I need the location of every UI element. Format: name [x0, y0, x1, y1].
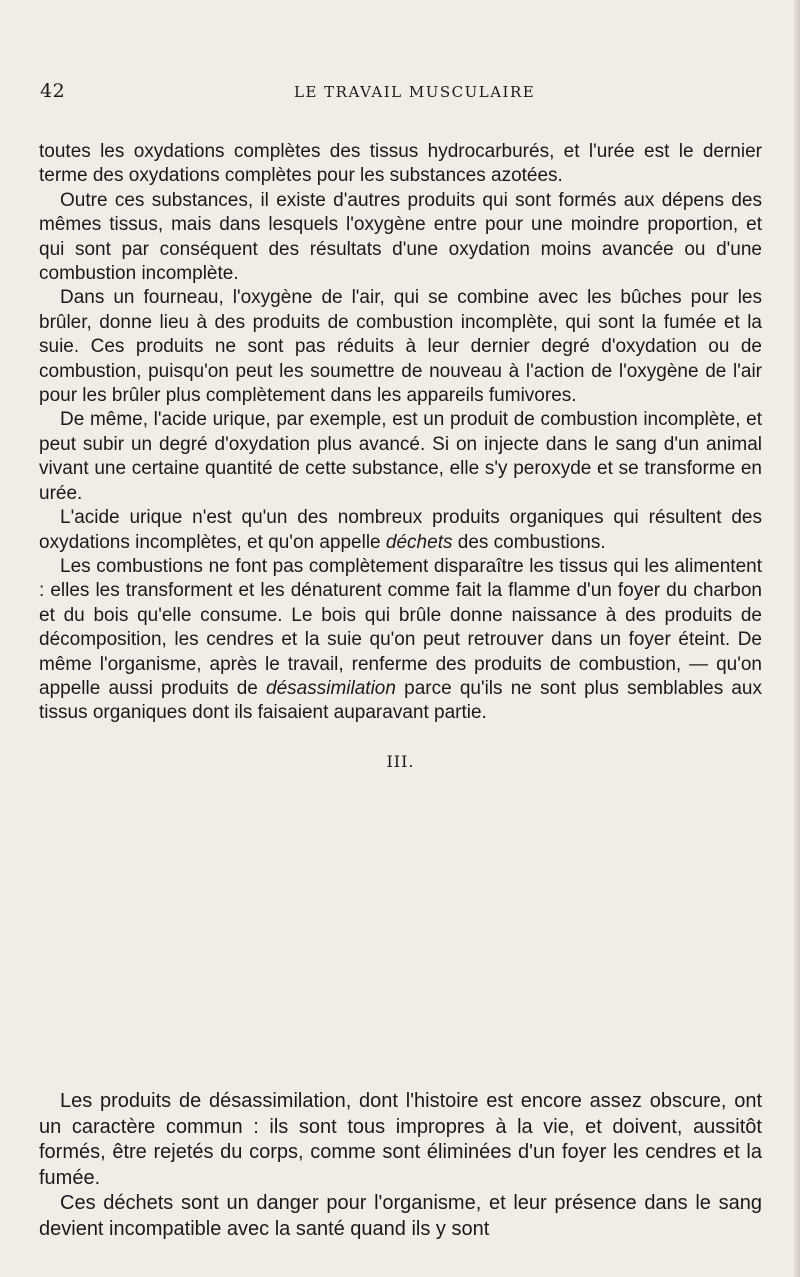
paragraph — [39, 555, 762, 726]
italic-term: désassimilation — [266, 677, 396, 699]
page-number: 42 — [40, 80, 66, 102]
italic-term: déchets — [385, 531, 453, 553]
paragraph-text: des combustions. — [452, 531, 606, 553]
paragraph: toutes les oxydations complètes des tissus hydrocarburés, et l'urée est le dernier terme des oxydations complètes pour les substances azotées. — [39, 141, 762, 187]
paragraph: Dans un fourneau, l'oxygène de l'air, qui se combine avec les bûches pour les brûler, donne lieu à des produits de combustion incomplète, qui sont la fumée et la suie. Ces produits ne sont pas réduits à leur dernier degré d'oxydation ou de combustion, puisqu'on peut les soumettre de nouveau à l'action de l'oxygène de l'air pour les brûler plus complètement dans les appareils fumivores. — [39, 287, 762, 407]
section-body-text — [39, 1089, 762, 1242]
page-header — [40, 80, 760, 106]
paragraph: Outre ces substances, il existe d'autres produits qui sont formés aux dépens des mêmes tissus, mais dans lesquels l'oxygène entre pour une moindre proportion, et qui sont par conséquent des résultats d'une oxydation moins avancée ou d'une combustion incomplète. — [39, 189, 762, 285]
page-edge — [794, 0, 800, 1277]
paragraph-text: Les combustions ne font pas complètement disparaître les tissus qui les alimentent : elles les transforment et les dénaturent comme fait la flamme d'un foyer du charbon et du bois qu'elle consume. Le bois qui brûle donne naissance à des produits de décomposition, les cendres et la suie qu'on peut retrouver dans un foyer éteint. De même l'organisme, après le travail, renferme des produits de combustion, — qu'on appelle aussi produits de — [39, 555, 762, 699]
paragraph-text: L'acide urique n'est qu'un des nombreux produits organiques qui résultent des oxydations incomplètes, et qu'on appelle — [39, 507, 762, 553]
body-text — [39, 140, 762, 796]
running-title: LE TRAVAIL MUSCULAIRE — [294, 83, 536, 101]
paragraph — [39, 506, 762, 555]
paragraph-text: parce qu'ils ne sont plus semblables aux tissus organiques dont ils faisaient auparavant partie. — [39, 677, 762, 724]
paragraph: Ces déchets sont un danger pour l'organisme, et leur présence dans le sang devient incompatible avec la santé quand ils y sont — [39, 1192, 762, 1240]
paragraph: De même, l'acide urique, par exemple, est un produit de combustion incomplète, et peut subir un degré d'oxydation plus avancé. Si on injecte dans le sang d'un animal vivant une certaine quantité de cette substance, elle s'y peroxyde et se transforme en urée. — [39, 409, 762, 504]
section-heading: III. — [386, 751, 415, 771]
paragraph: Les produits de désassimilation, dont l'histoire est encore assez obscure, ont un caractère commun : ils sont tous impropres à la vie, et doivent, aussitôt formés, être rejetés du corps, comme sont éliminées d'un foyer les cendres et la fumée. — [39, 1090, 762, 1189]
